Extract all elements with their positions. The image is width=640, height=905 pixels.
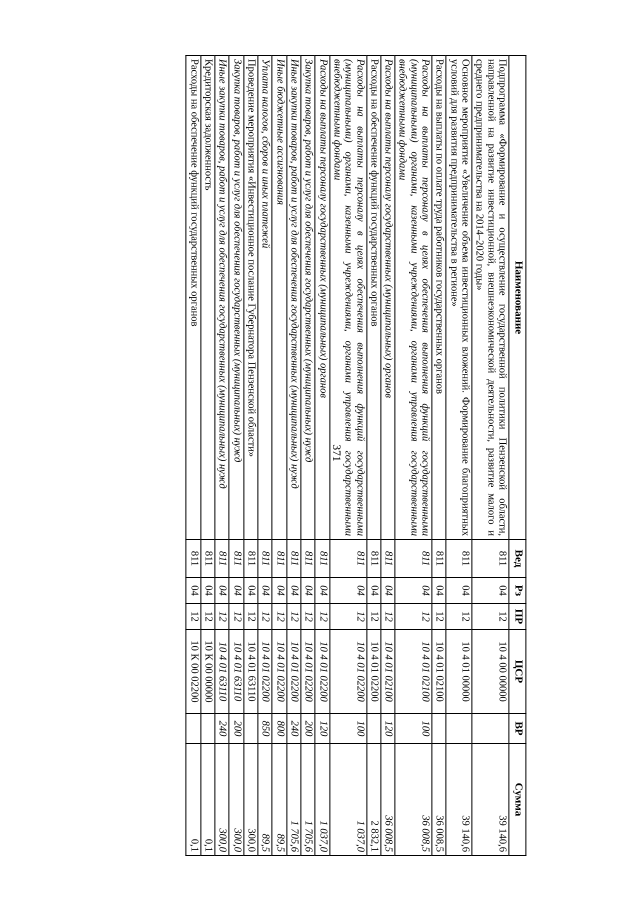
table-row bbox=[446, 56, 472, 856]
table-row bbox=[215, 56, 229, 856]
cell-rz: 04 bbox=[395, 578, 432, 604]
cell-name: Уплата налогов, сборов и иных платежей bbox=[258, 56, 272, 540]
table-row bbox=[432, 56, 446, 856]
cell-rz: 04 bbox=[301, 578, 315, 604]
cell-rz: 04 bbox=[381, 578, 395, 604]
cell-csr: 10 4 01 00000 bbox=[446, 630, 472, 714]
table-row bbox=[301, 56, 315, 856]
table-row bbox=[472, 56, 509, 856]
cell-pr: 12 bbox=[395, 604, 432, 630]
cell-vr bbox=[472, 714, 509, 744]
table-row bbox=[229, 56, 243, 856]
cell-name: Расходы на выплаты по оплате труда работников государственных органов bbox=[432, 56, 446, 540]
cell-rz: 04 bbox=[215, 578, 229, 604]
cell-vr bbox=[366, 714, 380, 744]
cell-name: Закупка товаров, работ и услуг для обеспечения государственных (муниципальных) нужд bbox=[301, 56, 315, 540]
cell-ved: 811 bbox=[446, 540, 472, 578]
cell-ved: 811 bbox=[215, 540, 229, 578]
cell-ved: 811 bbox=[258, 540, 272, 578]
cell-pr: 12 bbox=[432, 604, 446, 630]
cell-csr: 10 К 00 02200 bbox=[186, 630, 200, 714]
budget-table bbox=[186, 55, 527, 856]
table-row bbox=[272, 56, 286, 856]
cell-vr bbox=[200, 714, 214, 744]
header-csr: ЦСР bbox=[509, 630, 526, 714]
table-row bbox=[243, 56, 257, 856]
cell-rz: 04 bbox=[329, 578, 366, 604]
cell-ved: 811 bbox=[229, 540, 243, 578]
cell-ved: 811 bbox=[186, 540, 200, 578]
table-body bbox=[186, 56, 509, 856]
cell-sum: 36 008,5 bbox=[381, 744, 395, 856]
cell-sum: 36 008,5 bbox=[432, 744, 446, 856]
cell-name: Иные бюджетные ассигнования bbox=[272, 56, 286, 540]
cell-sum: 89,5 bbox=[272, 744, 286, 856]
cell-ved: 811 bbox=[243, 540, 257, 578]
header-rz: Рз bbox=[509, 578, 526, 604]
cell-sum: 39 140,6 bbox=[446, 744, 472, 856]
cell-vr: 120 bbox=[381, 714, 395, 744]
cell-rz: 04 bbox=[366, 578, 380, 604]
cell-ved: 811 bbox=[432, 540, 446, 578]
cell-vr: 100 bbox=[395, 714, 432, 744]
cell-vr bbox=[186, 714, 200, 744]
cell-name: Расходы на выплаты персоналу в целях обеспечения выполнения функций государственными (муниципальными) органами, казенными учреждениями, органами управления государственными внебюджетными фондами bbox=[395, 56, 432, 540]
cell-pr: 12 bbox=[366, 604, 380, 630]
cell-name: Расходы на выплаты персоналу в целях обеспечения выполнения функций государственными (муниципальными) органами, казенными учреждениями, органами управления государственными внебюджетными фондами bbox=[329, 56, 366, 540]
cell-pr: 12 bbox=[472, 604, 509, 630]
cell-pr: 12 bbox=[258, 604, 272, 630]
header-pr: ПР bbox=[509, 604, 526, 630]
cell-pr: 12 bbox=[215, 604, 229, 630]
cell-ved: 811 bbox=[272, 540, 286, 578]
cell-sum: 36 008,5 bbox=[395, 744, 432, 856]
page-number: 371 bbox=[330, 444, 342, 462]
cell-name: Подпрограмма «Формирование и осуществление государственной политики Пензенской области, направленной на развитие инвестиционной, внешнеэкономической деятельности, развитие малого и среднего предпринимательства на 2014–2020 годы» bbox=[472, 56, 509, 540]
cell-csr: 10 4 01 02200 bbox=[366, 630, 380, 714]
cell-sum: 1 037,0 bbox=[315, 744, 329, 856]
table-row bbox=[186, 56, 200, 856]
cell-rz: 04 bbox=[286, 578, 300, 604]
cell-vr: 850 bbox=[258, 714, 272, 744]
cell-sum: 300,0 bbox=[229, 744, 243, 856]
cell-name: Расходы на выплаты персоналу государственных (муниципальных) органов bbox=[315, 56, 329, 540]
header-vr: ВР bbox=[509, 714, 526, 744]
cell-sum: 1 705,6 bbox=[286, 744, 300, 856]
header-ved: Вед bbox=[509, 540, 526, 578]
cell-sum: 2 832,1 bbox=[366, 744, 380, 856]
budget-table-container bbox=[186, 55, 527, 855]
cell-name: Иные закупки товаров, работ и услуг для обеспечения государственных (муниципальных) нужд bbox=[286, 56, 300, 540]
cell-sum: 300,0 bbox=[243, 744, 257, 856]
cell-rz: 04 bbox=[432, 578, 446, 604]
cell-ved: 811 bbox=[366, 540, 380, 578]
cell-pr: 12 bbox=[286, 604, 300, 630]
cell-csr: 10 К 00 00000 bbox=[200, 630, 214, 714]
cell-rz: 04 bbox=[446, 578, 472, 604]
header-name: Наименование bbox=[509, 56, 526, 540]
cell-ved: 811 bbox=[472, 540, 509, 578]
cell-csr: 10 4 01 63110 bbox=[215, 630, 229, 714]
cell-rz: 04 bbox=[258, 578, 272, 604]
cell-ved: 811 bbox=[200, 540, 214, 578]
cell-rz: 04 bbox=[186, 578, 200, 604]
cell-pr: 12 bbox=[315, 604, 329, 630]
cell-pr: 12 bbox=[243, 604, 257, 630]
cell-csr: 10 4 01 63110 bbox=[243, 630, 257, 714]
cell-csr: 10 4 01 02100 bbox=[381, 630, 395, 714]
cell-ved: 811 bbox=[381, 540, 395, 578]
cell-sum: 1 037,0 bbox=[329, 744, 366, 856]
cell-name: Расходы на обеспечение функций государственных органов bbox=[186, 56, 200, 540]
cell-vr bbox=[243, 714, 257, 744]
cell-pr: 12 bbox=[200, 604, 214, 630]
cell-sum: 89,5 bbox=[258, 744, 272, 856]
cell-rz: 04 bbox=[272, 578, 286, 604]
cell-vr: 100 bbox=[329, 714, 366, 744]
table-row bbox=[329, 56, 366, 856]
cell-pr: 12 bbox=[301, 604, 315, 630]
cell-sum: 39 140,6 bbox=[472, 744, 509, 856]
cell-sum: 0,1 bbox=[200, 744, 214, 856]
table-row bbox=[381, 56, 395, 856]
cell-name: Основное мероприятие «Увеличение объема инвестиционных вложений. Формирование благоприятных условий для развития предпринимательства в регионе» bbox=[446, 56, 472, 540]
cell-pr: 12 bbox=[329, 604, 366, 630]
cell-name: Закупка товаров, работ и услуг для обеспечения государственных (муниципальных) нужд bbox=[229, 56, 243, 540]
cell-csr: 10 4 01 02200 bbox=[329, 630, 366, 714]
cell-ved: 811 bbox=[395, 540, 432, 578]
cell-name: Расходы на выплаты персоналу государственных (муниципальных) органов bbox=[381, 56, 395, 540]
table-row bbox=[315, 56, 329, 856]
cell-vr: 800 bbox=[272, 714, 286, 744]
cell-vr: 120 bbox=[315, 714, 329, 744]
cell-pr: 12 bbox=[186, 604, 200, 630]
cell-csr: 10 4 00 00000 bbox=[472, 630, 509, 714]
cell-sum: 0,1 bbox=[186, 744, 200, 856]
cell-rz: 04 bbox=[229, 578, 243, 604]
cell-pr: 12 bbox=[381, 604, 395, 630]
cell-ved: 811 bbox=[315, 540, 329, 578]
cell-ved: 811 bbox=[286, 540, 300, 578]
cell-csr: 10 4 01 02200 bbox=[301, 630, 315, 714]
cell-ved: 811 bbox=[329, 540, 366, 578]
header-sum: Сумма bbox=[509, 744, 526, 856]
cell-rz: 04 bbox=[243, 578, 257, 604]
cell-vr: 200 bbox=[301, 714, 315, 744]
cell-pr: 12 bbox=[446, 604, 472, 630]
table-row bbox=[395, 56, 432, 856]
cell-vr: 240 bbox=[286, 714, 300, 744]
cell-vr: 240 bbox=[215, 714, 229, 744]
cell-csr: 10 4 01 02200 bbox=[286, 630, 300, 714]
cell-sum: 1 705,6 bbox=[301, 744, 315, 856]
table-row bbox=[258, 56, 272, 856]
table-row bbox=[366, 56, 380, 856]
cell-rz: 04 bbox=[472, 578, 509, 604]
cell-vr bbox=[432, 714, 446, 744]
cell-csr: 10 4 01 02200 bbox=[258, 630, 272, 714]
cell-rz: 04 bbox=[200, 578, 214, 604]
cell-pr: 12 bbox=[229, 604, 243, 630]
cell-csr: 10 4 01 02200 bbox=[315, 630, 329, 714]
cell-pr: 12 bbox=[272, 604, 286, 630]
cell-csr: 10 4 01 02100 bbox=[395, 630, 432, 714]
cell-name: Проведение мероприятия «Инвестиционное послание Губернатора Пензенской области» bbox=[243, 56, 257, 540]
cell-csr: 10 4 01 02200 bbox=[272, 630, 286, 714]
table-row bbox=[286, 56, 300, 856]
cell-vr bbox=[446, 714, 472, 744]
cell-name: Расходы на обеспечение функций государственных органов bbox=[366, 56, 380, 540]
cell-vr: 200 bbox=[229, 714, 243, 744]
cell-csr: 10 4 01 02100 bbox=[432, 630, 446, 714]
table-header-row bbox=[509, 56, 526, 856]
table-row bbox=[200, 56, 214, 856]
cell-ved: 811 bbox=[301, 540, 315, 578]
cell-rz: 04 bbox=[315, 578, 329, 604]
cell-name: Иные закупки товаров, работ и услуг для обеспечения государственных (муниципальных) нужд bbox=[215, 56, 229, 540]
cell-name: Кредиторская задолженность bbox=[200, 56, 214, 540]
cell-sum: 300,0 bbox=[215, 744, 229, 856]
cell-csr: 10 4 01 63110 bbox=[229, 630, 243, 714]
